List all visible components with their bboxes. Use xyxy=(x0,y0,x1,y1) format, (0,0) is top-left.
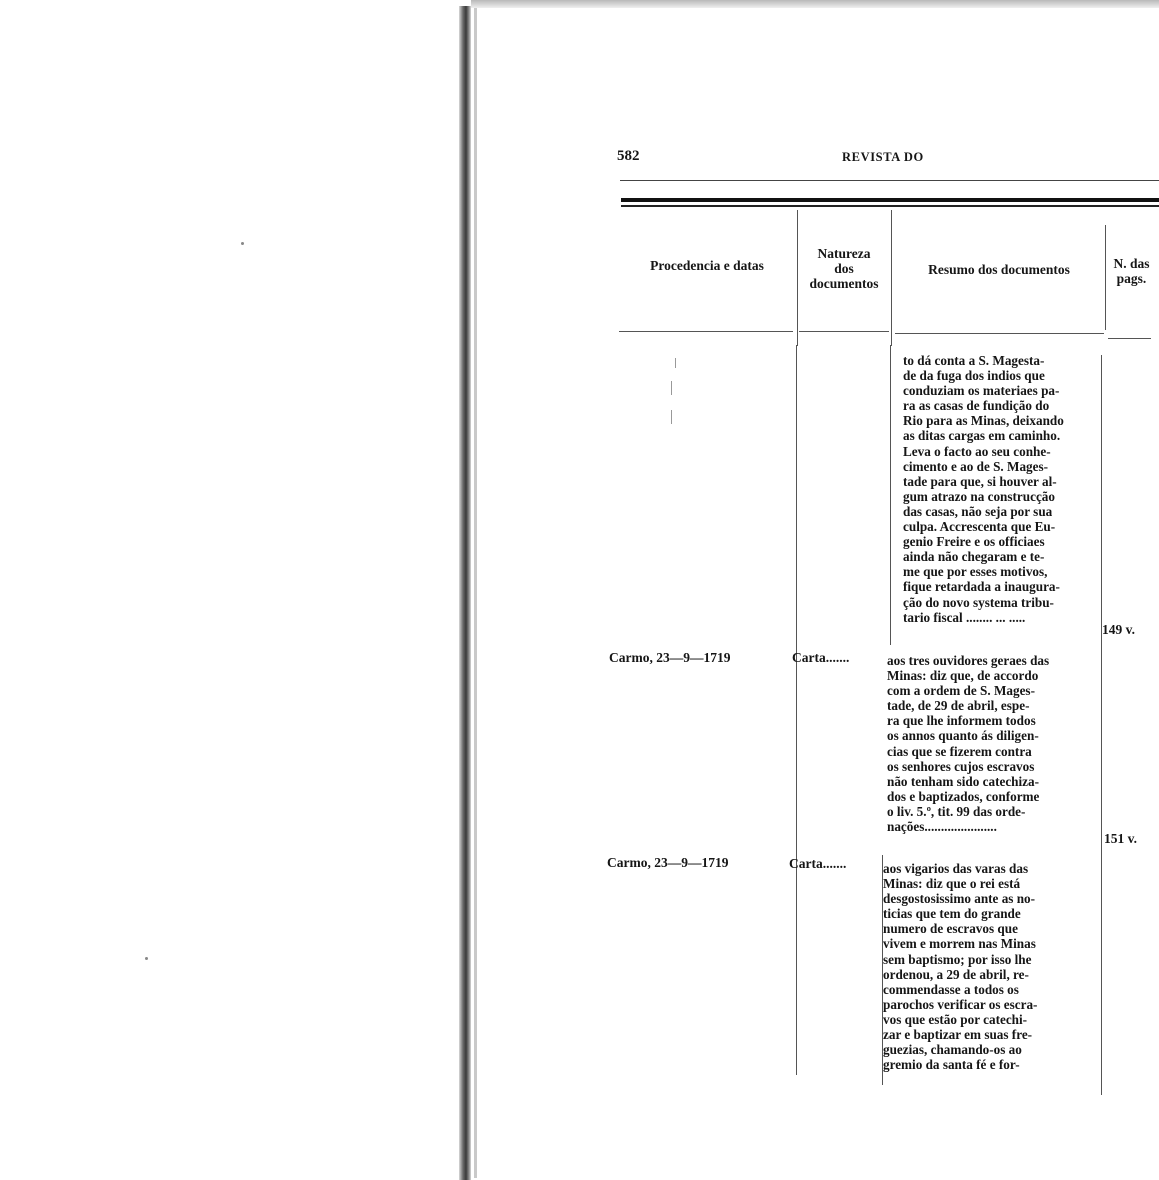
resumo-line: culpa. Accrescenta que Eu- xyxy=(903,519,1056,535)
column-rule xyxy=(890,345,891,645)
resumo-line: tade para que, si houver al- xyxy=(903,473,1057,489)
resumo-line: ra as casas de fundição do xyxy=(903,398,1050,414)
resumo-line: ordenou, a 29 de abril, re- xyxy=(883,966,1029,982)
resumo-line: fique retardada a inaugura- xyxy=(903,579,1060,595)
natureza-line-3: documentos xyxy=(809,276,879,291)
paginas-line-2: pags. xyxy=(1116,271,1147,286)
header-bottom-rule xyxy=(895,333,1104,334)
column-rule xyxy=(796,345,797,1075)
header-bottom-rule xyxy=(799,331,889,332)
page-top-edge xyxy=(471,0,1159,8)
scan-speck xyxy=(145,957,148,960)
resumo-line: tade, de 29 de abril, espe- xyxy=(887,698,1030,714)
column-header-paginas xyxy=(1104,256,1159,286)
resumo-line: os annos quanto ás diligen- xyxy=(887,728,1039,744)
resumo-line: com a ordem de S. Mages- xyxy=(887,683,1035,699)
resumo-line: ra que lhe informem todos xyxy=(887,713,1036,729)
page-gutter xyxy=(459,6,471,1180)
column-header-procedencia: Procedencia e datas xyxy=(650,258,764,273)
resumo-line: ainda não chegaram e te- xyxy=(903,549,1045,565)
resumo-line: sem baptismo; por isso lhe xyxy=(883,951,1032,967)
header-rule xyxy=(620,180,1159,181)
resumo-line: cimento e ao de S. Mages- xyxy=(903,458,1049,474)
column-rule xyxy=(891,210,892,346)
header-bottom-rule xyxy=(1108,338,1151,339)
column-rule xyxy=(797,210,798,346)
resumo-line: ticias que tem do grande xyxy=(883,906,1021,922)
resumo-line: nações...................... xyxy=(887,819,997,835)
natureza-line-1: Natureza xyxy=(817,246,871,261)
resumo-line: conduziam os materiaes pa- xyxy=(903,383,1060,399)
resumo-line: gremio da santa fé e for- xyxy=(883,1057,1020,1073)
entry-3-natureza: Carta....... xyxy=(789,856,847,871)
resumo-line: dos e baptizados, conforme xyxy=(887,788,1040,804)
resumo-line: Rio para as Minas, deixando xyxy=(903,413,1064,429)
column-tick xyxy=(671,410,672,424)
entry-2-pagina: 151 v. xyxy=(1104,831,1138,846)
resumo-line: guezias, chamando-os ao xyxy=(883,1042,1022,1058)
resumo-line: vivem e morrem nas Minas xyxy=(883,936,1036,952)
resumo-line: as ditas cargas em caminho. xyxy=(903,428,1061,444)
entry-3-resumo xyxy=(883,861,1098,1072)
natureza-line-2: dos xyxy=(834,261,854,276)
column-header-resumo: Resumo dos documentos xyxy=(928,262,1070,277)
resumo-line: de da fuga dos indios que xyxy=(903,368,1045,384)
running-title: REVISTA DO xyxy=(842,150,924,164)
resumo-line: genio Freire e os officiaes xyxy=(903,534,1045,550)
entry-2-procedencia: Carmo, 23—9—1719 xyxy=(609,650,731,665)
resumo-line: não tenham sido catechiza- xyxy=(887,773,1040,789)
scan-speck xyxy=(241,242,244,245)
resumo-line: Minas: diz que, de accordo xyxy=(887,668,1039,684)
resumo-line: vos que estão por catechi- xyxy=(883,1011,1028,1027)
resumo-line: os senhores cujos escravos xyxy=(887,758,1035,774)
column-rule xyxy=(1105,225,1106,330)
paginas-line-1: N. das xyxy=(1113,256,1150,271)
entry-1-pagina: 149 v. xyxy=(1102,622,1136,637)
running-head xyxy=(617,148,1159,168)
resumo-line: aos tres ouvidores geraes das xyxy=(887,653,1050,668)
resumo-line: to dá conta a S. Magesta- xyxy=(903,353,1045,368)
entry-2-resumo xyxy=(887,653,1101,834)
resumo-line: parochos verificar os escra- xyxy=(883,996,1038,1012)
entry-2-natureza: Carta....... xyxy=(792,650,850,665)
column-rule xyxy=(1101,355,1102,1095)
resumo-line: Minas: diz que o rei está xyxy=(883,876,1021,892)
column-header-natureza xyxy=(798,246,890,291)
resumo-line: aos vigarios das varas das xyxy=(883,861,1029,876)
resumo-line: desgostosissimo ante as no- xyxy=(883,891,1036,907)
page-number: 582 xyxy=(617,148,640,164)
entry-1-resumo xyxy=(903,353,1101,625)
resumo-line: cias que se fizerem contra xyxy=(887,743,1032,759)
table-top-rule xyxy=(621,198,1159,202)
page-fold xyxy=(474,8,477,1178)
column-tick xyxy=(675,358,676,368)
resumo-line: numero de escravos que xyxy=(883,921,1018,937)
header-bottom-rule xyxy=(619,331,793,332)
resumo-line: zar e baptizar em suas fre- xyxy=(883,1027,1033,1043)
resumo-line: Leva o facto ao seu conhe- xyxy=(903,443,1051,459)
resumo-line: me que por esses motivos, xyxy=(903,564,1048,580)
column-tick xyxy=(671,381,672,395)
resumo-line: gum atrazo na construcção xyxy=(903,488,1055,504)
entry-3-procedencia: Carmo, 23—9—1719 xyxy=(607,855,729,870)
table-top-rule-secondary xyxy=(621,205,1159,207)
resumo-line: tario fiscal ........ ... ..... xyxy=(903,609,1026,625)
resumo-line: ção do novo systema tribu- xyxy=(903,594,1054,610)
resumo-line: commendasse a todos os xyxy=(883,981,1019,997)
resumo-line: das casas, não seja por sua xyxy=(903,503,1053,519)
resumo-line: o liv. 5.º, tit. 99 das orde- xyxy=(887,803,1026,819)
